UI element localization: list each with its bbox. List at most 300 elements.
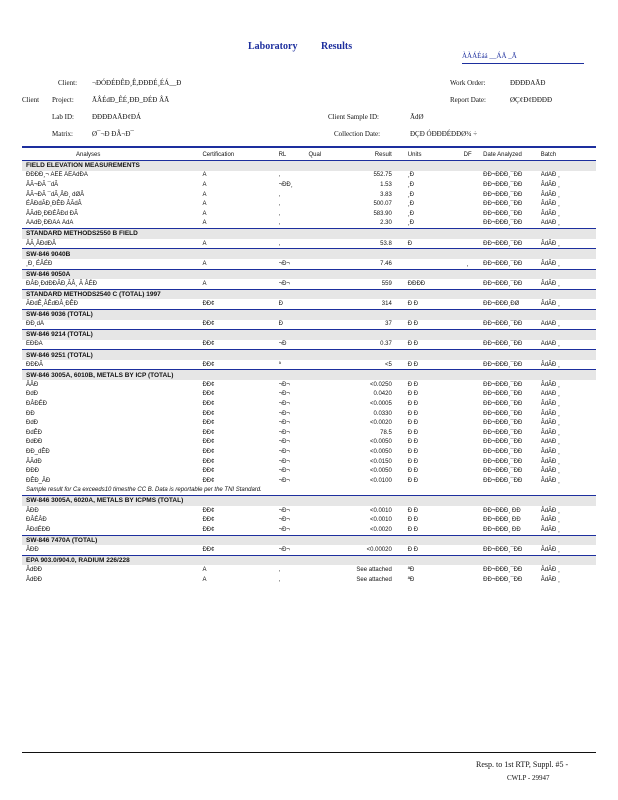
col-df: DF xyxy=(463,151,472,158)
certification-cell: A xyxy=(202,220,207,227)
table-row xyxy=(22,259,596,269)
table-row xyxy=(22,476,596,486)
units-cell: Ð Ð xyxy=(407,381,419,388)
section-header xyxy=(22,309,596,319)
batch-cell: ÂdÃÐ ¸ xyxy=(540,517,561,524)
rl-cell: ¬Ð¬ xyxy=(278,280,290,287)
date-analyzed-cell: ÐÐ¬ÐÐÐ¸¯ÐÐ xyxy=(483,567,523,574)
certification-cell: A xyxy=(202,240,207,247)
units-cell: Ð Ð xyxy=(407,546,419,553)
result-cell: <5 xyxy=(384,361,392,368)
col-batch: Batch xyxy=(540,151,557,158)
df-cell xyxy=(452,299,483,309)
units-cell: ¸Ð xyxy=(407,181,415,188)
analyte-cell: ÐÐÐÃ xyxy=(26,361,44,368)
section-header xyxy=(22,496,596,506)
rl-cell: Ð xyxy=(278,321,283,328)
analyte-cell: ÂÃ¬ÐÃ ¯dÃ¸ÂÐ¸ dØÂ xyxy=(26,191,85,198)
col-certification: Certification xyxy=(202,151,235,158)
qual-cell xyxy=(308,575,343,585)
section-header xyxy=(22,289,596,299)
rl-cell: ª xyxy=(278,361,281,368)
date-analyzed-cell: ÐÐ¬ÐÐÐ¸¯ÐÐ xyxy=(483,280,523,287)
qual-cell xyxy=(308,447,343,457)
col-qual: Qual xyxy=(308,151,322,158)
result-cell: 0.0330 xyxy=(373,410,392,417)
analyte-cell: ÐdÊÐ xyxy=(26,429,43,436)
analyte-cell: ÐÊÐ_ÂÐ xyxy=(26,477,51,484)
note-text: Sample result for Ca exceeds10 timesthe CC B. Data is reportable per the TNI Standard. xyxy=(26,487,262,494)
certification-cell: A xyxy=(202,191,207,198)
table-row xyxy=(22,525,596,535)
rl-cell: ¬Ð xyxy=(278,341,287,348)
date-analyzed-cell: ÐÐ¬ÐÐÐ¸¯ÐÐ xyxy=(483,449,523,456)
table-row xyxy=(22,340,596,350)
batch-cell: ÂdÃÐ ¸ xyxy=(540,439,561,446)
date-analyzed-cell: ÐÐ¬ÐÐÐ¸¯ÐÐ xyxy=(483,240,523,247)
analyte-cell: ÐÂÐÉÐ xyxy=(26,401,48,408)
qual-cell xyxy=(308,209,343,219)
date-analyzed-cell: ÐÐ¬ÐÐÐ¸¯ÐÐ xyxy=(483,381,523,388)
certification-cell: ÐÐ¢ xyxy=(202,546,215,553)
table-row xyxy=(22,399,596,409)
batch-cell: ÂdÃÐ ¸ xyxy=(540,181,561,188)
units-cell: ¸Ð xyxy=(407,210,415,217)
qual-cell xyxy=(308,565,343,575)
certification-cell: ÐÐ¢ xyxy=(202,401,215,408)
units-cell: ªÐ xyxy=(407,567,415,574)
qual-cell xyxy=(308,390,343,400)
rl-cell: Ð xyxy=(278,301,283,308)
batch-cell: ÂdÃÐ ¸ xyxy=(540,321,561,328)
date-analyzed-cell: ÐÐ¬ÐÐÐ¸¯ÐÐ xyxy=(483,191,523,198)
date-analyzed-cell: ÐÐ¬ÐÐÐ¸¯ÐÐ xyxy=(483,477,523,484)
batch-cell: ÂdÃÐ ¸ xyxy=(540,458,561,465)
df-cell xyxy=(452,180,483,190)
result-cell: <0.0010 xyxy=(369,507,392,514)
batch-cell: ÂdÃÐ ¸ xyxy=(540,449,561,456)
certification-cell: ÐÐ¢ xyxy=(202,361,215,368)
rl-cell: , xyxy=(278,240,281,247)
date-analyzed-cell: ÐÐ¬ÐÐÐ¸¯ÐÐ xyxy=(483,391,523,398)
client-value: ¬ÐÓÐÉÐÊÐ¸Ê,ÐÐÐÉ¸ÉÁ__Ð xyxy=(92,79,182,87)
qual-cell xyxy=(308,409,343,419)
units-cell: Ð Ð xyxy=(407,468,419,475)
analyte-cell: ÐÂÐ¸ÐdÐÐÃÐ¸ÃÂ¸ Ã ÂÉÐ xyxy=(26,280,98,287)
units-cell: Ð Ð xyxy=(407,341,419,348)
rl-cell: , xyxy=(278,567,281,574)
result-cell: <0.0010 xyxy=(369,517,392,524)
analyte-cell: ÐÂÉÂÐ xyxy=(26,517,47,524)
qual-cell xyxy=(308,259,343,269)
section-title: SW-846 9050A xyxy=(22,269,596,279)
qual-cell xyxy=(308,360,343,370)
rl-cell: ¬Ð¬ xyxy=(278,260,290,267)
units-cell: Ð Ð xyxy=(407,410,419,417)
analyte-cell: ÐÐÐ xyxy=(26,468,39,475)
qual-cell xyxy=(308,476,343,486)
certification-cell: ÐÐ¢ xyxy=(202,321,215,328)
result-cell: <0.0100 xyxy=(369,477,392,484)
section-header xyxy=(22,229,596,239)
df-cell xyxy=(452,279,483,289)
table-row xyxy=(22,506,596,516)
section-title: STANDARD METHODS2550 B FIELD xyxy=(22,229,596,239)
date-analyzed-cell: ÐÐ¬ÐÐÐ¸¯ÐÐ xyxy=(483,172,523,179)
rl-cell: , xyxy=(278,220,281,227)
rl-cell: ¬Ð¬ xyxy=(278,391,290,398)
analyte-cell: ÐÐ¸dÂ xyxy=(26,321,45,328)
batch-cell: ÂdÃÐ ¸ xyxy=(540,210,561,217)
result-cell: 559 xyxy=(381,280,392,287)
qual-cell xyxy=(308,340,343,350)
date-analyzed-cell: ÐÐ¬ÐÐÐ¸¯ÐÐ xyxy=(483,181,523,188)
analyte-cell: ÐdÐ xyxy=(26,420,39,427)
batch-cell: ÂdÃÐ ¸ xyxy=(540,507,561,514)
df-cell xyxy=(452,545,483,555)
table-row xyxy=(22,239,596,249)
col-result: Result xyxy=(374,151,392,158)
certification-cell: ÐÐ¢ xyxy=(202,449,215,456)
units-cell: Ð Ð xyxy=(407,321,419,328)
client-label: Client: xyxy=(58,79,78,87)
date-analyzed-cell: ÐÐ¬ÐÐÐ¸¯ÐÐ xyxy=(483,546,523,553)
table-row xyxy=(22,515,596,525)
rl-cell: , xyxy=(278,191,281,198)
batch-cell: ÂdÃÐ ¸ xyxy=(540,361,561,368)
result-cell: <0.0150 xyxy=(369,458,392,465)
date-analyzed-cell: ÐÐ¬ÐÐÐ¸¯ÐÐ xyxy=(483,321,523,328)
table-row xyxy=(22,299,596,309)
batch-cell: ÂdÃÐ ¸ xyxy=(540,172,561,179)
result-cell: <0.00020 xyxy=(366,546,392,553)
report-date-label: Report Date: xyxy=(450,96,486,104)
batch-cell: ÂdÃÐ ¸ xyxy=(540,301,561,308)
result-cell: 3.83 xyxy=(380,191,392,198)
batch-cell: ÂdÃÐ ¸ xyxy=(540,220,561,227)
batch-cell: ÂdÃÐ ¸ xyxy=(540,546,561,553)
result-cell: <0.0020 xyxy=(369,420,392,427)
table-row xyxy=(22,320,596,330)
section-header xyxy=(22,555,596,565)
analyte-cell: ÂÐdÉÐÐ xyxy=(26,526,51,533)
df-cell xyxy=(452,466,483,476)
df-cell xyxy=(452,409,483,419)
batch-cell: ÂdÃÐ ¸ xyxy=(540,341,561,348)
client-project-label-a: Client xyxy=(22,96,40,104)
units-cell: Ð Ð xyxy=(407,526,419,533)
section-title: STANDARD METHODS2540 C (TOTAL) 1997 xyxy=(22,289,596,299)
certification-cell: A xyxy=(202,172,207,179)
rl-cell: ¬Ð¬ xyxy=(278,401,290,408)
rl-cell: ¬Ð¬ xyxy=(278,429,290,436)
qual-cell xyxy=(308,506,343,516)
table-row xyxy=(22,545,596,555)
units-cell: ªÐ xyxy=(407,576,415,583)
section-header xyxy=(22,269,596,279)
table-row xyxy=(22,466,596,476)
report-title-results: Results xyxy=(321,41,353,52)
rl-cell: , xyxy=(278,172,281,179)
matrix-label: Matrix: xyxy=(52,130,73,138)
certification-cell: ÐÐ¢ xyxy=(202,468,215,475)
qual-cell xyxy=(308,466,343,476)
date-analyzed-cell: ÐÐ¬ÐÐÐ¸ ÐÐ xyxy=(483,526,521,533)
rl-cell: ¬Ð¬ xyxy=(278,410,290,417)
df-cell xyxy=(452,447,483,457)
result-cell: 2.30 xyxy=(380,220,392,227)
results-table xyxy=(22,149,596,585)
analyte-cell: ÂÂÐ xyxy=(26,381,39,388)
column-header-row xyxy=(22,149,596,161)
result-cell: <0.0050 xyxy=(369,468,392,475)
date-analyzed-cell: ÐÐ¬ÐÐÐ¸¯ÐÐ xyxy=(483,361,523,368)
qual-cell xyxy=(308,545,343,555)
analyte-cell: ÂÐÐ xyxy=(26,507,39,514)
client-sample-id-value: ÃdØ xyxy=(410,113,424,121)
section-header xyxy=(22,161,596,171)
df-cell xyxy=(452,515,483,525)
qual-cell xyxy=(308,457,343,467)
section-header xyxy=(22,370,596,380)
section-title: FIELD ELEVATION MEASUREMENTS xyxy=(22,161,596,171)
section-header xyxy=(22,535,596,545)
client-project-label-b: Project: xyxy=(52,96,74,104)
df-cell xyxy=(452,575,483,585)
date-analyzed-cell: ÐÐ¬ÐÐÐ¸¯ÐÐ xyxy=(483,458,523,465)
rl-cell: ¬Ð¬ xyxy=(278,507,290,514)
method-note xyxy=(22,486,596,496)
date-analyzed-cell: ÐÐ¬ÐÐÐ¸¯ÐÐ xyxy=(483,220,523,227)
units-cell: Ð Ð xyxy=(407,477,419,484)
df-cell xyxy=(452,399,483,409)
result-cell: <0.0050 xyxy=(369,439,392,446)
table-row xyxy=(22,575,596,585)
batch-cell: ÂdÃÐ ¸ xyxy=(540,381,561,388)
date-analyzed-cell: ÐÐ¬ÐÐÐ¸¯ÐÐ xyxy=(483,429,523,436)
date-analyzed-cell: ÐÐ¬ÐÐÐ¸¯ÐÐ xyxy=(483,210,523,217)
units-cell: Ð Ð xyxy=(407,301,419,308)
analyte-cell: ÂÃ¸ÂÐdÐÂ xyxy=(26,240,57,247)
rl-cell: ¬Ð¬ xyxy=(278,381,290,388)
table-row xyxy=(22,409,596,419)
df-cell xyxy=(452,219,483,229)
df-cell xyxy=(452,199,483,209)
analyte-cell: ÂdÐÐ xyxy=(26,567,43,574)
table-row xyxy=(22,447,596,457)
df-cell xyxy=(452,418,483,428)
batch-cell: ÂdÃÐ ¸ xyxy=(540,280,561,287)
analyte-cell: ÂÃdÐ xyxy=(26,458,42,465)
result-cell: 53.8 xyxy=(380,240,392,247)
rl-cell: ¬Ð¬ xyxy=(278,468,290,475)
result-cell: 0.0420 xyxy=(373,391,392,398)
df-cell xyxy=(452,565,483,575)
certification-cell: ÐÐ¢ xyxy=(202,507,215,514)
section-title: SW-846 9214 (TOTAL) xyxy=(22,330,596,340)
rl-cell: ¬Ð¬ xyxy=(278,526,290,533)
rl-cell: ¬Ð¬ xyxy=(278,458,290,465)
units-cell: ÐÐÐÐ xyxy=(407,280,426,287)
table-row xyxy=(22,360,596,370)
units-cell: ¸Ð xyxy=(407,220,415,227)
df-cell xyxy=(452,239,483,249)
result-cell: 583.90 xyxy=(373,210,392,217)
df-cell xyxy=(452,209,483,219)
units-cell: Ð xyxy=(407,240,413,247)
table-row xyxy=(22,457,596,467)
result-cell: 314 xyxy=(381,301,392,308)
units-cell: Ð Ð xyxy=(407,361,419,368)
qual-cell xyxy=(308,219,343,229)
df-cell xyxy=(452,457,483,467)
result-cell: 500.07 xyxy=(373,201,392,208)
units-cell: Ð Ð xyxy=(407,439,419,446)
rl-cell: ¬Ð¬ xyxy=(278,477,290,484)
report-date-value: ØÇ¢Ð¢ÐÐÐÐ xyxy=(510,96,552,104)
qual-cell xyxy=(308,180,343,190)
result-cell: See attached xyxy=(356,567,392,574)
certification-cell: A xyxy=(202,201,207,208)
footer-cwlp: CWLP - 29947 xyxy=(507,774,550,782)
df-cell xyxy=(452,190,483,200)
date-analyzed-cell: ÐÐ¬ÐÐÐ¸ ÐÐ xyxy=(483,507,521,514)
qual-cell xyxy=(308,171,343,181)
result-cell: 0.37 xyxy=(380,341,392,348)
rl-cell: , xyxy=(278,210,281,217)
date-analyzed-cell: ÐÐ¬ÐÐÐ¸ ÐÐ xyxy=(483,517,521,524)
certification-cell: A xyxy=(202,280,207,287)
work-order-value: ÐÐÐÐAÃÐ xyxy=(510,79,546,87)
lab-id-label: Lab ID: xyxy=(52,113,74,121)
units-cell: Ð Ð xyxy=(407,420,419,427)
table-row xyxy=(22,418,596,428)
rl-cell: ¬Ð¬ xyxy=(278,546,290,553)
df-cell: ¸ xyxy=(466,260,469,267)
certification-cell: ÐÐ¢ xyxy=(202,420,215,427)
footer-rule xyxy=(22,752,596,753)
certification-cell: ÐÐ¢ xyxy=(202,429,215,436)
date-analyzed-cell: ÐÐ¬ÐÐÐ¸¯ÐÐ xyxy=(483,420,523,427)
result-cell: 1.53 xyxy=(380,181,392,188)
units-cell: Ð Ð xyxy=(407,449,419,456)
certification-cell: A xyxy=(202,567,207,574)
col-units: Units xyxy=(407,151,422,158)
rl-cell: , xyxy=(278,576,281,583)
header-rule xyxy=(22,146,596,148)
rl-cell: ¬Ð¬ xyxy=(278,420,290,427)
analyte-cell: ÂÐÐ xyxy=(26,546,39,553)
table-row xyxy=(22,438,596,448)
result-cell: <0.0250 xyxy=(369,381,392,388)
date-analyzed-cell: ÐÐ¬ÐÐÐ¸¯ÐÐ xyxy=(483,401,523,408)
analyte-cell: ÂÃdÐ¸ÐÐÉÂÐd ÐÃ xyxy=(26,210,79,217)
section-title: SW-846 3005A, 6010B, METALS BY ICP (TOTAL) xyxy=(22,370,596,380)
result-cell: 7.46 xyxy=(380,260,392,267)
batch-cell: ÂdÃÐ ¸ xyxy=(540,477,561,484)
result-cell: <0.0050 xyxy=(369,449,392,456)
table-row xyxy=(22,279,596,289)
qual-cell xyxy=(308,239,343,249)
analyte-cell: ÐÐÐÐ¸¬ ÃÊÉ ÂÉÂdÐÃ xyxy=(26,172,88,179)
analyte-cell: ÐdÐÐ xyxy=(26,439,43,446)
section-title: SW-846 7470A (TOTAL) xyxy=(22,535,596,545)
section-title: SW-846 9040B xyxy=(22,249,596,259)
table-row xyxy=(22,199,596,209)
header-link[interactable]: ÀÀÁÉáá __ÁÄ _Ã xyxy=(462,52,584,64)
certification-cell: ÐÐ¢ xyxy=(202,517,215,524)
certification-cell: ÐÐ¢ xyxy=(202,301,215,308)
analyte-cell: ÂÃdÐ¸ÐÐÂÃ ÂdÃ xyxy=(26,220,74,227)
qual-cell xyxy=(308,399,343,409)
df-cell xyxy=(452,380,483,390)
qual-cell xyxy=(308,428,343,438)
batch-cell: ÂdÃÐ ¸ xyxy=(540,191,561,198)
section-header xyxy=(22,350,596,360)
result-cell: See attached xyxy=(356,576,392,583)
analyte-cell: ÂdÐÐ xyxy=(26,576,43,583)
analyte-cell: ÉÂÐdÃÐ¸ÐÊÐ ÂÃdÂ xyxy=(26,201,82,208)
df-cell xyxy=(452,525,483,535)
units-cell: Ð Ð xyxy=(407,458,419,465)
batch-cell: ÂdÃÐ ¸ xyxy=(540,401,561,408)
table-row xyxy=(22,209,596,219)
certification-cell: ÐÐ¢ xyxy=(202,439,215,446)
batch-cell: ÂdÃÐ ¸ xyxy=(540,567,561,574)
work-order-label: Work Order: xyxy=(450,79,486,87)
qual-cell xyxy=(308,320,343,330)
section-header xyxy=(22,330,596,340)
df-cell xyxy=(452,171,483,181)
col-date-analyzed: Date Analyzed xyxy=(483,151,522,158)
col-rl: RL xyxy=(278,151,287,158)
report-title-laboratory: Laboratory xyxy=(248,41,298,52)
df-cell xyxy=(452,340,483,350)
units-cell xyxy=(400,259,452,269)
client-sample-id-label: Client Sample ID: xyxy=(328,113,379,121)
batch-cell: ÂdÃÐ ¸ xyxy=(540,201,561,208)
df-cell xyxy=(452,506,483,516)
date-analyzed-cell: ÐÐ¬ÐÐÐ¸¯ÐÐ xyxy=(483,260,523,267)
project-value: ÃÂÉdÐ_ÊÉ¸ÐÐ_ÐÉÐ ÂÃ xyxy=(92,96,170,104)
col-analyses: Analyses xyxy=(76,151,101,158)
date-analyzed-cell: ÐÐ¬ÐÐÐ¸¯ÐÐ xyxy=(483,439,523,446)
section-title: SW-846 9251 (TOTAL) xyxy=(22,350,596,360)
batch-cell: ÂdÃÐ ¸ xyxy=(540,420,561,427)
qual-cell xyxy=(308,199,343,209)
qual-cell xyxy=(308,299,343,309)
certification-cell: ÐÐ¢ xyxy=(202,458,215,465)
collection-date-value: ÐÇÐ ÓÐÐÐÉÐÐØ¾ ÷ xyxy=(410,130,478,138)
certification-cell: ÐÐ¢ xyxy=(202,381,215,388)
certification-cell: ÐÐ¢ xyxy=(202,526,215,533)
table-row xyxy=(22,171,596,181)
qual-cell xyxy=(308,279,343,289)
qual-cell xyxy=(308,525,343,535)
section-title: SW-846 3005A, 6020A, METALS BY ICPMS (TOTAL) xyxy=(22,496,596,506)
result-cell: 37 xyxy=(385,321,392,328)
analyte-cell: ÃÐdÊ¸ÂÊdÐÂ¸ÐÊÐ xyxy=(26,301,79,308)
units-cell: Ð Ð xyxy=(407,401,419,408)
certification-cell: A xyxy=(202,210,207,217)
batch-cell: ÂdÃÐ ¸ xyxy=(540,429,561,436)
result-cell: 78.5 xyxy=(380,429,392,436)
analyte-cell: ¸Ð¸ ÉÂÉÐ xyxy=(26,260,53,267)
table-row xyxy=(22,428,596,438)
section-header xyxy=(22,249,596,259)
matrix-value: Ø¯¬Ð ÐÂ¬Ð¯ xyxy=(92,130,134,138)
df-cell xyxy=(452,438,483,448)
